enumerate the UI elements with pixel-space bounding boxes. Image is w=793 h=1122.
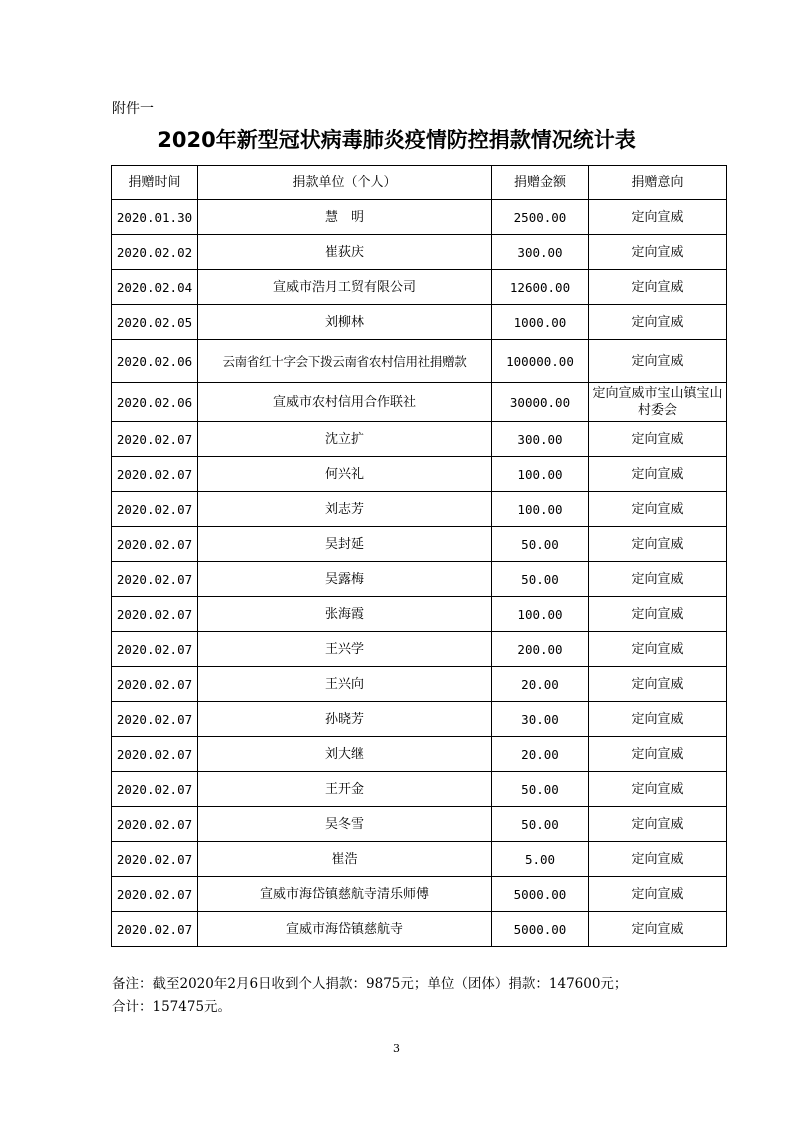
donation-table xyxy=(111,165,727,947)
cell-amount: 200.00 xyxy=(492,632,589,667)
cell-date: 2020.01.30 xyxy=(112,200,198,235)
cell-donor: 吴封延 xyxy=(198,527,492,562)
cell-amount: 30.00 xyxy=(492,702,589,737)
cell-intent: 定向宣威 xyxy=(589,457,727,492)
cell-date: 2020.02.02 xyxy=(112,235,198,270)
cell-date: 2020.02.06 xyxy=(112,383,198,422)
table-row xyxy=(112,383,727,422)
table-row xyxy=(112,200,727,235)
cell-amount: 50.00 xyxy=(492,527,589,562)
cell-intent: 定向宣威 xyxy=(589,737,727,772)
cell-intent: 定向宣威 xyxy=(589,632,727,667)
cell-intent: 定向宣威 xyxy=(589,842,727,877)
table-row xyxy=(112,305,727,340)
cell-amount: 1000.00 xyxy=(492,305,589,340)
remark-total-line: 合计：157475元。 xyxy=(112,999,232,1015)
cell-donor: 崔浩 xyxy=(198,842,492,877)
cell-donor: 云南省红十字会下拨云南省农村信用社捐赠款 xyxy=(198,340,492,383)
table-row xyxy=(112,270,727,305)
cell-intent: 定向宣威 xyxy=(589,702,727,737)
cell-amount: 12600.00 xyxy=(492,270,589,305)
cell-date: 2020.02.07 xyxy=(112,702,198,737)
table-row xyxy=(112,737,727,772)
table-row xyxy=(112,772,727,807)
cell-donor: 孙晓芳 xyxy=(198,702,492,737)
cell-date: 2020.02.07 xyxy=(112,492,198,527)
cell-intent: 定向宣威 xyxy=(589,492,727,527)
header-intent: 捐赠意向 xyxy=(589,166,727,200)
cell-amount: 2500.00 xyxy=(492,200,589,235)
cell-date: 2020.02.07 xyxy=(112,457,198,492)
cell-date: 2020.02.07 xyxy=(112,737,198,772)
table-row xyxy=(112,457,727,492)
table-row xyxy=(112,235,727,270)
cell-date: 2020.02.07 xyxy=(112,667,198,702)
cell-date: 2020.02.07 xyxy=(112,772,198,807)
cell-intent: 定向宣威 xyxy=(589,270,727,305)
cell-donor: 张海霞 xyxy=(198,597,492,632)
cell-donor: 刘大继 xyxy=(198,737,492,772)
cell-intent: 定向宣威 xyxy=(589,807,727,842)
cell-donor: 王开金 xyxy=(198,772,492,807)
cell-intent: 定向宣威市宝山镇宝山村委会 xyxy=(589,383,727,422)
cell-donor: 何兴礼 xyxy=(198,457,492,492)
cell-donor: 吴冬雪 xyxy=(198,807,492,842)
cell-intent: 定向宣威 xyxy=(589,667,727,702)
cell-amount: 100000.00 xyxy=(492,340,589,383)
cell-amount: 300.00 xyxy=(492,422,589,457)
cell-date: 2020.02.04 xyxy=(112,270,198,305)
table-row xyxy=(112,912,727,947)
cell-date: 2020.02.07 xyxy=(112,422,198,457)
cell-amount: 50.00 xyxy=(492,562,589,597)
table-row xyxy=(112,702,727,737)
cell-amount: 50.00 xyxy=(492,772,589,807)
table-row xyxy=(112,597,727,632)
header-date: 捐赠时间 xyxy=(112,166,198,200)
page-title: 2020年新型冠状病毒肺炎疫情防控捐款情况统计表 xyxy=(157,128,636,152)
cell-amount: 20.00 xyxy=(492,667,589,702)
header-donor: 捐款单位（个人） xyxy=(198,166,492,200)
cell-amount: 100.00 xyxy=(492,457,589,492)
cell-date: 2020.02.07 xyxy=(112,912,198,947)
attachment-label: 附件一 xyxy=(112,101,154,117)
cell-donor: 刘志芳 xyxy=(198,492,492,527)
table-row xyxy=(112,562,727,597)
cell-date: 2020.02.07 xyxy=(112,562,198,597)
cell-intent: 定向宣威 xyxy=(589,422,727,457)
remark-line: 备注：截至2020年2月6日收到个人捐款：9875元；单位（团体）捐款：147600元； xyxy=(112,976,628,992)
cell-date: 2020.02.07 xyxy=(112,632,198,667)
cell-date: 2020.02.07 xyxy=(112,807,198,842)
cell-date: 2020.02.07 xyxy=(112,842,198,877)
header-amount: 捐赠金额 xyxy=(492,166,589,200)
cell-donor: 宣威市海岱镇慈航寺 xyxy=(198,912,492,947)
cell-intent: 定向宣威 xyxy=(589,527,727,562)
cell-intent: 定向宣威 xyxy=(589,597,727,632)
cell-amount: 100.00 xyxy=(492,597,589,632)
table-row xyxy=(112,807,727,842)
cell-donor: 王兴学 xyxy=(198,632,492,667)
cell-donor: 吴露梅 xyxy=(198,562,492,597)
cell-donor: 崔荻庆 xyxy=(198,235,492,270)
cell-donor: 宣威市农村信用合作联社 xyxy=(198,383,492,422)
cell-intent: 定向宣威 xyxy=(589,200,727,235)
cell-amount: 100.00 xyxy=(492,492,589,527)
cell-date: 2020.02.07 xyxy=(112,597,198,632)
cell-date: 2020.02.06 xyxy=(112,340,198,383)
cell-donor: 宣威市海岱镇慈航寺清乐师傅 xyxy=(198,877,492,912)
cell-intent: 定向宣威 xyxy=(589,235,727,270)
table-row xyxy=(112,492,727,527)
remark-note xyxy=(112,973,732,1019)
cell-donor: 宣威市浩月工贸有限公司 xyxy=(198,270,492,305)
cell-intent: 定向宣威 xyxy=(589,877,727,912)
table-row xyxy=(112,842,727,877)
cell-date: 2020.02.07 xyxy=(112,527,198,562)
cell-amount: 30000.00 xyxy=(492,383,589,422)
cell-donor: 王兴向 xyxy=(198,667,492,702)
cell-amount: 300.00 xyxy=(492,235,589,270)
cell-donor: 沈立扩 xyxy=(198,422,492,457)
cell-intent: 定向宣威 xyxy=(589,772,727,807)
table-row xyxy=(112,422,727,457)
cell-donor: 刘柳林 xyxy=(198,305,492,340)
table-header-row xyxy=(112,166,727,200)
cell-amount: 20.00 xyxy=(492,737,589,772)
table-row xyxy=(112,527,727,562)
cell-intent: 定向宣威 xyxy=(589,340,727,383)
cell-amount: 50.00 xyxy=(492,807,589,842)
cell-date: 2020.02.07 xyxy=(112,877,198,912)
cell-date: 2020.02.05 xyxy=(112,305,198,340)
cell-amount: 5000.00 xyxy=(492,877,589,912)
table-row xyxy=(112,340,727,383)
cell-donor: 慧 明 xyxy=(198,200,492,235)
table-row xyxy=(112,632,727,667)
cell-intent: 定向宣威 xyxy=(589,562,727,597)
cell-amount: 5.00 xyxy=(492,842,589,877)
cell-amount: 5000.00 xyxy=(492,912,589,947)
page-number: 3 xyxy=(393,1042,400,1055)
cell-intent: 定向宣威 xyxy=(589,912,727,947)
table-row xyxy=(112,877,727,912)
table-row xyxy=(112,667,727,702)
cell-intent: 定向宣威 xyxy=(589,305,727,340)
